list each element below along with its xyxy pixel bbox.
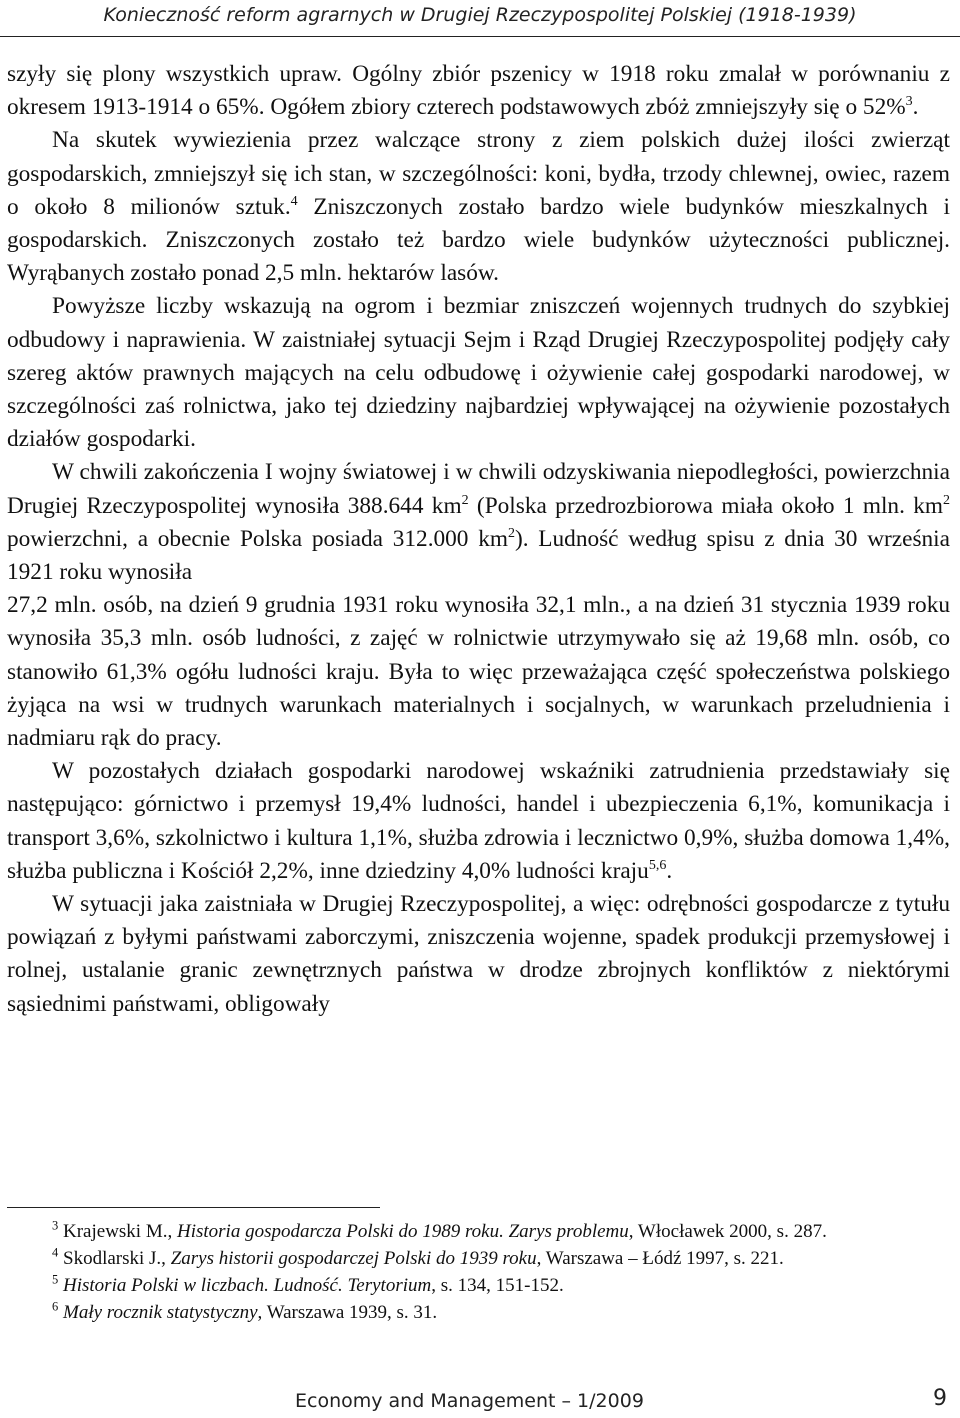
paragraph-4-part-b: (Polska przedrozbiorowa miała około 1 mln. km (468, 492, 944, 519)
footnote-details: , Warszawa – Łódź 1997, s. 221. (536, 1248, 784, 1269)
footnote-number: 5 (52, 1272, 59, 1287)
footnote-ref-4: 4 (290, 194, 298, 210)
footnote-4 (7, 1245, 950, 1272)
journal-name: Economy and Management – 1/2009 (295, 1390, 644, 1412)
paragraph-6-end: . (666, 857, 673, 884)
footnote-title: Historia gospodarcza Polski do 1989 roku. Zarys problemu (176, 1221, 629, 1242)
footnote-ref-5-6: 5,6 (648, 858, 667, 874)
footnote-details: , Warszawa 1939, s. 31. (257, 1302, 438, 1323)
paragraph-6 (7, 755, 950, 888)
paragraph-3: Powyższe liczby wskazują na ogrom i bezmiar zniszczeń wojennych trudnych do szybkiej odbudowy i naprawienia. W zaistniałej sytuacji Sejm i Rząd Drugiej Rzeczypospolitej podjęły cały szereg aktów prawnych mających na celu odbudowę i ożywienie całej gospodarki narodowej, w szczególności zaś rolnictwa, jako tej dziedziny najbardziej wpływającej na ożywienie pozostałych działów gospodarki. (7, 293, 950, 453)
running-title: Konieczność reform agrarnych w Drugiej Rzeczypospolitej Polskiej (1918-1939) (103, 4, 857, 26)
footnote-number: 3 (52, 1218, 59, 1233)
footnote-ref-3: 3 (905, 94, 913, 110)
footnote-number: 4 (52, 1245, 59, 1260)
paragraph-6-text: W pozostałych działach gospodarki narodowej wskaźniki zatrudnienia przedstawiały się następująco: górnictwo i przemysł 19,4% ludności, handel i ubezpieczenia 6,1%, komunikacja i transport 3,6%, szkolnictwo i kultura 1,1%, służba zdrowia i lecznictwo 0,9%, służba domowa 1,4%, służba publiczna i Kościół 2,2%, inne dziedziny 4,0% ludności kraju (7, 758, 950, 884)
header-rule (0, 36, 960, 37)
footnote-number: 6 (52, 1299, 59, 1314)
footnote-5 (7, 1272, 950, 1299)
paragraph-2-text: Na skutek wywiezienia przez walczące strony z ziem polskich dużej ilości zwierząt gospodarskich, zmniejszył się ich stan, w szczególności: koni, bydła, trzody chlewnej, owiec, razem o około 8 milionów sztuk. (7, 127, 950, 220)
footnote-author: Krajewski M., (58, 1221, 177, 1242)
footnote-rule (7, 1207, 380, 1208)
superscript-2: 2 (943, 492, 951, 508)
superscript-2: 2 (507, 526, 515, 542)
footnote-6 (7, 1299, 950, 1326)
paragraph-4-part-c: powierzchni, a obecnie Polska posiada 312.000 km (7, 525, 508, 552)
paragraph-1-text: szyły się plony wszystkich upraw. Ogólny zbiór pszenicy w 1918 roku zmalał w porównaniu z okresem 1913-1914 o 65%. Ogółem zbiory czterech podstawowych zbóż zmniejszyły się o 52% (7, 61, 950, 121)
paragraph-4 (7, 456, 950, 589)
footnotes (7, 1218, 950, 1326)
paragraph-1 (7, 58, 950, 124)
paragraph-4-text: W chwili zakończenia I wojny światowej i w chwili odzyskiwania niepodległości, powierzchnia Drugiej Rzeczypospolitej wynosiła 388.644 km (7, 459, 950, 519)
running-header (0, 0, 960, 40)
paragraph-5: 27,2 mln. osób, na dzień 9 grudnia 1931 roku wynosiła 32,1 mln., a na dzień 31 stycznia 1939 roku wynosiła 35,3 mln. osób ludności, z zajęć w rolnictwie utrzymywało się aż 19,68 mln. osób, co stanowiło 61,3% ogółu ludności kraju. Była to więc przeważająca część społeczeństwa polskiego żyjąca na wsi w trudnych warunkach materialnych i socjalnych, w warunkach przeludnienia i nadmiaru rąk do pracy. (7, 592, 950, 752)
superscript-2: 2 (461, 492, 469, 508)
paragraph-2-continued: Zniszczonych zostało bardzo wiele budynków mieszkalnych i gospodarskich. Zniszczonych zostało też bardzo wiele budynków użyteczności publicznej. Wyrąbanych zostało ponad 2,5 mln. hektarów lasów. (7, 193, 950, 287)
footnote-title: Historia Polski w liczbach. Ludność. Terytorium (58, 1275, 432, 1296)
paragraph-1-end: . (912, 94, 919, 121)
main-text (7, 58, 950, 1021)
footnote-3 (7, 1218, 950, 1245)
paragraph-7: W sytuacji jaka zaistniała w Drugiej Rzeczypospolitej, a więc: odrębności gospodarcze z tytułu powiązań z byłymi państwami zaborczymi, zniszczenia wojenne, spadek produkcji przemysłowej i rolnej, ustalanie granic zewnętrznych państwa w drodze zbrojnych konfliktów z niektórymi sąsiednimi państwami, obligowały (7, 891, 950, 1017)
footnote-details: , s. 134, 151-152. (431, 1275, 564, 1296)
footnote-title: Zarys historii gospodarczej Polski do 1939 roku (170, 1248, 537, 1269)
paragraph-4-part-d: ). Ludność według spisu z dnia 30 września 1921 roku wynosiła (7, 525, 950, 586)
footnote-author: Skodlarski J., (58, 1248, 171, 1269)
footnote-details: , Włocławek 2000, s. 287. (628, 1221, 827, 1242)
page-number: 9 (933, 1386, 947, 1411)
footnote-title: Mały rocznik statystyczny (58, 1302, 258, 1323)
paragraph-2 (7, 124, 950, 290)
